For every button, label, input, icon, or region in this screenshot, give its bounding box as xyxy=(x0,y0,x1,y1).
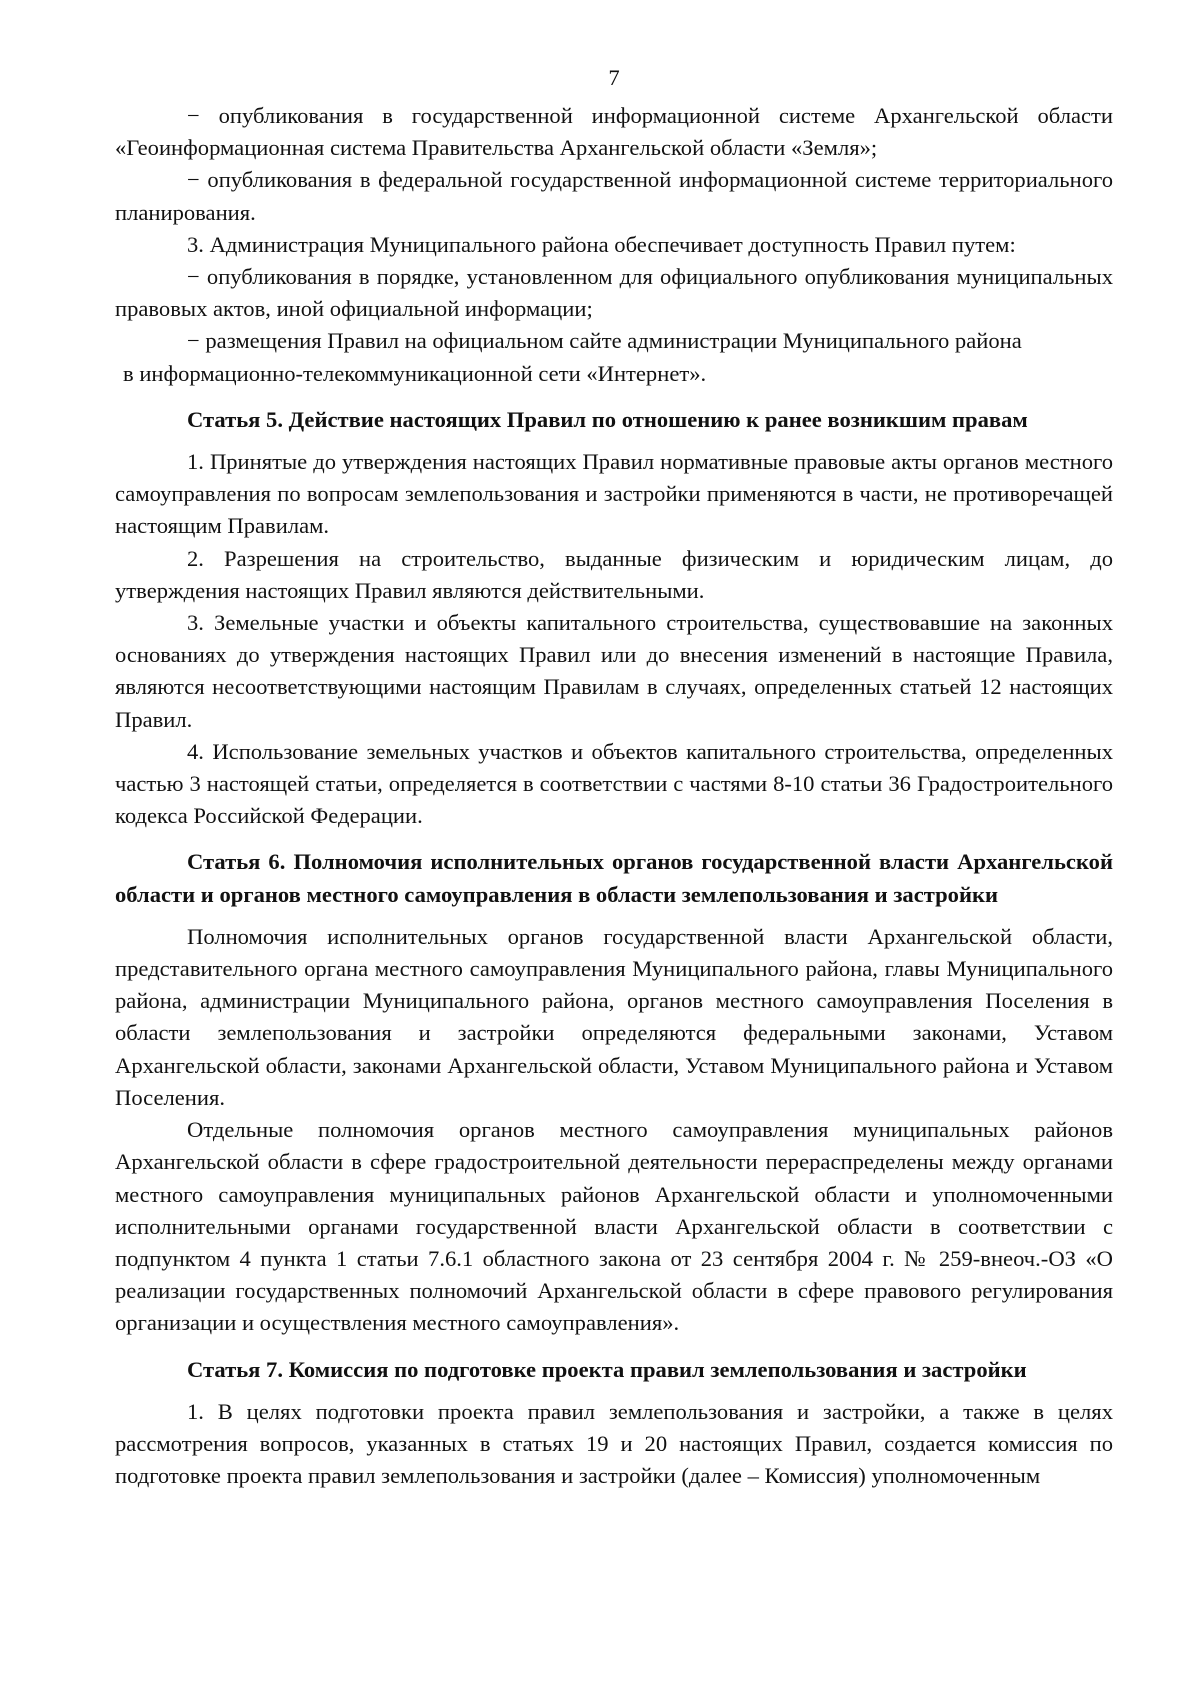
paragraph: 1. В целях подготовки проекта правил землепользования и застройки, а также в целях рассмотрения вопросов, указанных в статьях 19 и 20 настоящих Правил, создается комиссия по подготовке проекта правил землепользования и застройки (далее – Комиссия) уполномоченным xyxy=(115,1398,1113,1489)
document-page xyxy=(115,62,1113,1492)
paragraph: 3. Земельные участки и объекты капитального строительства, существовавшие на законных основаниях до утверждения настоящих Правил или до внесения изменений в настоящие Правила, являются несоответствующими настоящим Правилам в случаях, определенных статьей 12 настоящих Правил. xyxy=(115,610,1113,732)
paragraph: 3. Администрация Муниципального района обеспечивает доступность Правил путем: xyxy=(187,231,1016,257)
paragraph: 4. Использование земельных участков и объектов капитального строительства, определенных частью 3 настоящей статьи, определяется в соответствии с частями 8-10 статьи 36 Градостроительного кодекса Российской Федерации. xyxy=(115,738,1113,829)
paragraph: − опубликования в государственной информационной системе Архангельской области «Геоинформационная система Правительства Архангельской области «Земля»; xyxy=(115,103,1113,161)
article-5-heading: Статья 5. Действие настоящих Правил по отношению к ранее возникшим правам xyxy=(187,406,1028,432)
article-7-heading: Статья 7. Комиссия по подготовке проекта правил землепользования и застройки xyxy=(187,1356,1027,1382)
paragraph-continuation: в информационно-телекоммуникационной сети «Интернет». xyxy=(123,360,707,386)
paragraph: 1. Принятые до утверждения настоящих Правил нормативные правовые акты органов местного самоуправления по вопросам землепользования и застройки применяются в части, не противоречащей настоящим Правилам. xyxy=(115,449,1113,539)
paragraph: Отдельные полномочия органов местного самоуправления муниципальных районов Архангельской области в сфере градостроительной деятельности перераспределены между органами местного самоуправления муниципальных районов Архангельской области и уполномоченными исполнительными органами государственной власти Архангельской области в соответствии с подпунктом 4 пункта 1 статьи 7.6.1 областного закона от 23 сентября 2004 г. № 259-внеоч.-ОЗ «О реализации государственных полномочий Архангельской области в сфере правового регулирования организации и осуществления местного самоуправления». xyxy=(115,1117,1113,1336)
paragraph: − размещения Правил на официальном сайте администрации Муниципального района xyxy=(187,328,1022,354)
paragraph: − опубликования в федеральной государственной информационной системе территориального планирования. xyxy=(115,167,1113,225)
article-6-heading: Статья 6. Полномочия исполнительных органов государственной власти Архангельской области и органов местного самоуправления в области землепользования и застройки xyxy=(115,849,1113,907)
paragraph: Полномочия исполнительных органов государственной власти Архангельской области, представительного органа местного самоуправления Муниципального района, главы Муниципального района, администрации Муниципального района, органов местного самоуправления Поселения в области землепользования и застройки определяются федеральными законами, Уставом Архангельской области, законами Архангельской области, Уставом Муниципального района и Уставом Поселения. xyxy=(115,923,1113,1110)
page-number: 7 xyxy=(608,65,620,90)
paragraph: − опубликования в порядке, установленном для официального опубликования муниципальных правовых актов, иной официальной информации; xyxy=(115,264,1113,322)
paragraph: 2. Разрешения на строительство, выданные физическим и юридическим лицам, до утверждения настоящих Правил являются действительными. xyxy=(115,545,1113,603)
